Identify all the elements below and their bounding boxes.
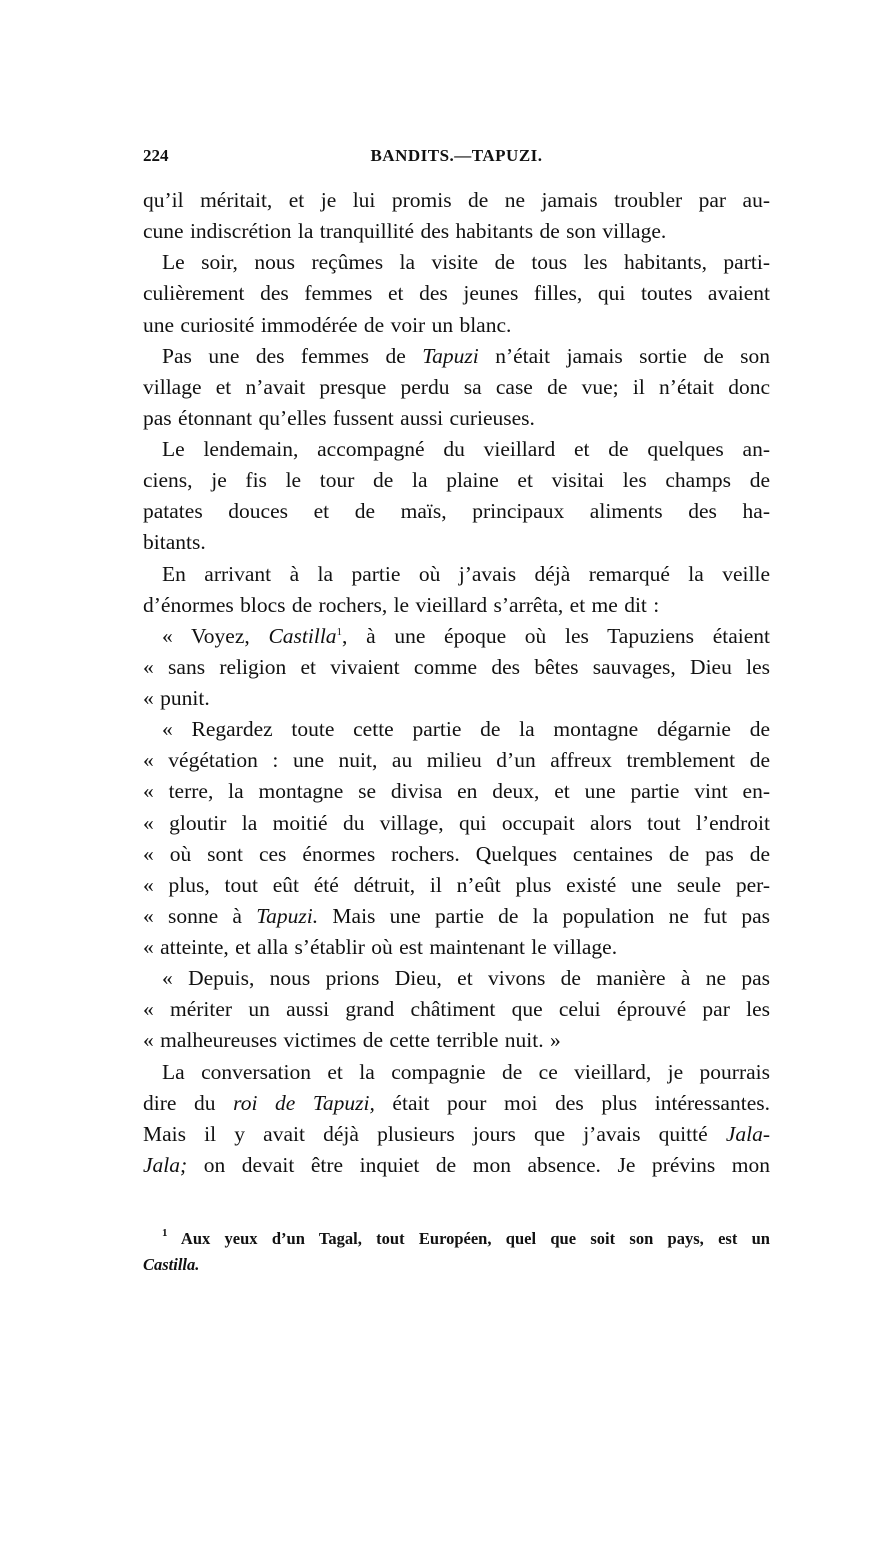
text-segment: « Regardez toute cette partie de la montagne dégarnie de bbox=[162, 717, 770, 742]
text-line bbox=[143, 278, 770, 309]
text-segment: « sans religion et vivaient comme des bêtes sauvages, Dieu les bbox=[143, 654, 770, 679]
text-line bbox=[143, 465, 770, 496]
text-segment: Mais il y avait déjà plusieurs jours que j’avais quitté bbox=[143, 1121, 726, 1146]
italic-text: Tapuzi bbox=[422, 343, 479, 368]
text-segment: En arrivant à la partie où j’avais déjà remarqué la veille bbox=[162, 561, 770, 586]
text-line bbox=[143, 1088, 770, 1119]
text-segment: « terre, la montagne se divisa en deux, et une partie vint en- bbox=[143, 779, 770, 804]
text-segment: , à une époque où les Tapuziens étaient bbox=[342, 623, 770, 648]
text-line bbox=[143, 745, 770, 776]
text-line bbox=[143, 434, 770, 465]
italic-text: Tapuzi. bbox=[256, 903, 319, 928]
text-segment: « plus, tout eût été détruit, il n’eût plus existé une seule per- bbox=[143, 872, 770, 897]
text-segment: bitants. bbox=[143, 530, 206, 555]
text-line bbox=[143, 216, 770, 247]
text-line bbox=[143, 403, 770, 434]
text-segment: d’énormes blocs de rochers, le vieillard s’arrêta, et me dit : bbox=[143, 592, 660, 617]
text-segment: La conversation et la compagnie de ce vieillard, je pourrais bbox=[162, 1059, 770, 1084]
text-line bbox=[143, 1119, 770, 1150]
text-line bbox=[143, 1025, 770, 1056]
text-segment: « sonne à bbox=[143, 903, 257, 928]
text-line bbox=[143, 372, 770, 403]
text-segment: village et n’avait presque perdu sa case de vue; il n’était donc bbox=[143, 374, 770, 399]
text-segment: « malheureuses victimes de cette terrible nuit. » bbox=[143, 1028, 561, 1053]
running-header bbox=[143, 146, 770, 172]
text-segment: qu’il méritait, et je lui promis de ne jamais troubler par au- bbox=[143, 188, 770, 212]
text-segment: « où sont ces énormes rochers. Quelques centaines de pas de bbox=[143, 841, 770, 866]
text-segment: « Voyez, bbox=[162, 623, 269, 648]
italic-text: Castilla. bbox=[143, 1255, 200, 1274]
italic-text: Castilla bbox=[268, 623, 337, 648]
text-line bbox=[143, 590, 770, 621]
text-segment: pas étonnant qu’elles fussent aussi curieuses. bbox=[143, 405, 535, 430]
text-line bbox=[143, 839, 770, 870]
page-number: 224 bbox=[143, 146, 169, 165]
text-line bbox=[143, 527, 770, 558]
text-segment: « mériter un aussi grand châtiment que celui éprouvé par les bbox=[143, 997, 770, 1022]
text-segment: on devait être inquiet de mon absence. Je prévins mon bbox=[187, 1152, 770, 1177]
text-line bbox=[143, 683, 770, 714]
text-line bbox=[143, 559, 770, 590]
text-line bbox=[143, 1057, 770, 1088]
text-segment: ciens, je fis le tour de la plaine et visitai les champs de bbox=[143, 468, 770, 493]
running-title: BANDITS.—TAPUZI. bbox=[370, 146, 543, 165]
text-line bbox=[143, 932, 770, 963]
body-text bbox=[143, 185, 770, 1181]
text-segment: patates douces et de maïs, principaux aliments des ha- bbox=[143, 499, 770, 524]
text-line bbox=[143, 341, 770, 372]
footnote-marker: 1 bbox=[162, 1227, 168, 1239]
italic-text: Jala- bbox=[725, 1121, 770, 1146]
text-line bbox=[143, 776, 770, 807]
text-segment: « punit. bbox=[143, 686, 210, 710]
text-line bbox=[143, 621, 770, 652]
text-line bbox=[143, 808, 770, 839]
footnote-line bbox=[143, 1252, 770, 1278]
text-line bbox=[143, 247, 770, 278]
text-segment: une curiosité immodérée de voir un blanc. bbox=[143, 312, 512, 337]
text-segment: Le lendemain, accompagné du vieillard et de quelques an- bbox=[162, 437, 770, 461]
text-line bbox=[143, 1150, 770, 1181]
text-line bbox=[143, 994, 770, 1025]
text-segment: Mais une partie de la population ne fut pas bbox=[318, 903, 770, 928]
text-segment: « végétation : une nuit, au milieu d’un affreux tremblement de bbox=[143, 748, 770, 773]
text-line bbox=[143, 185, 770, 216]
text-line bbox=[143, 901, 770, 932]
text-segment: dire du bbox=[143, 1090, 234, 1115]
text-segment: cune indiscrétion la tranquillité des habitants de son village. bbox=[143, 219, 667, 244]
text-segment: Le soir, nous reçûmes la visite de tous les habitants, parti- bbox=[162, 250, 770, 275]
italic-text: Jala; bbox=[143, 1152, 188, 1177]
text-line bbox=[143, 652, 770, 683]
text-segment: « gloutir la moitié du village, qui occupait alors tout l’endroit bbox=[143, 810, 770, 835]
text-segment: Aux yeux d’un Tagal, tout Européen, quel que soit son pays, est un bbox=[167, 1229, 770, 1248]
text-segment: « Depuis, nous prions Dieu, et vivons de manière à ne pas bbox=[162, 966, 770, 991]
text-segment: Pas une des femmes de bbox=[162, 343, 423, 368]
text-line bbox=[143, 963, 770, 994]
text-line bbox=[143, 714, 770, 745]
text-line bbox=[143, 870, 770, 901]
text-segment: « atteinte, et alla s’établir où est maintenant le village. bbox=[143, 935, 618, 959]
footnote-line bbox=[143, 1226, 770, 1252]
footnote-marker: 1 bbox=[336, 625, 343, 638]
text-segment: était pour moi des plus intéressantes. bbox=[374, 1090, 770, 1115]
text-segment: n’était jamais sortie de son bbox=[478, 343, 770, 368]
text-segment: culièrement des femmes et des jeunes filles, qui toutes avaient bbox=[143, 281, 770, 306]
footnotes bbox=[143, 1226, 770, 1278]
text-line bbox=[143, 310, 770, 341]
text-line bbox=[143, 496, 770, 527]
italic-text: roi de Tapuzi, bbox=[233, 1090, 375, 1115]
